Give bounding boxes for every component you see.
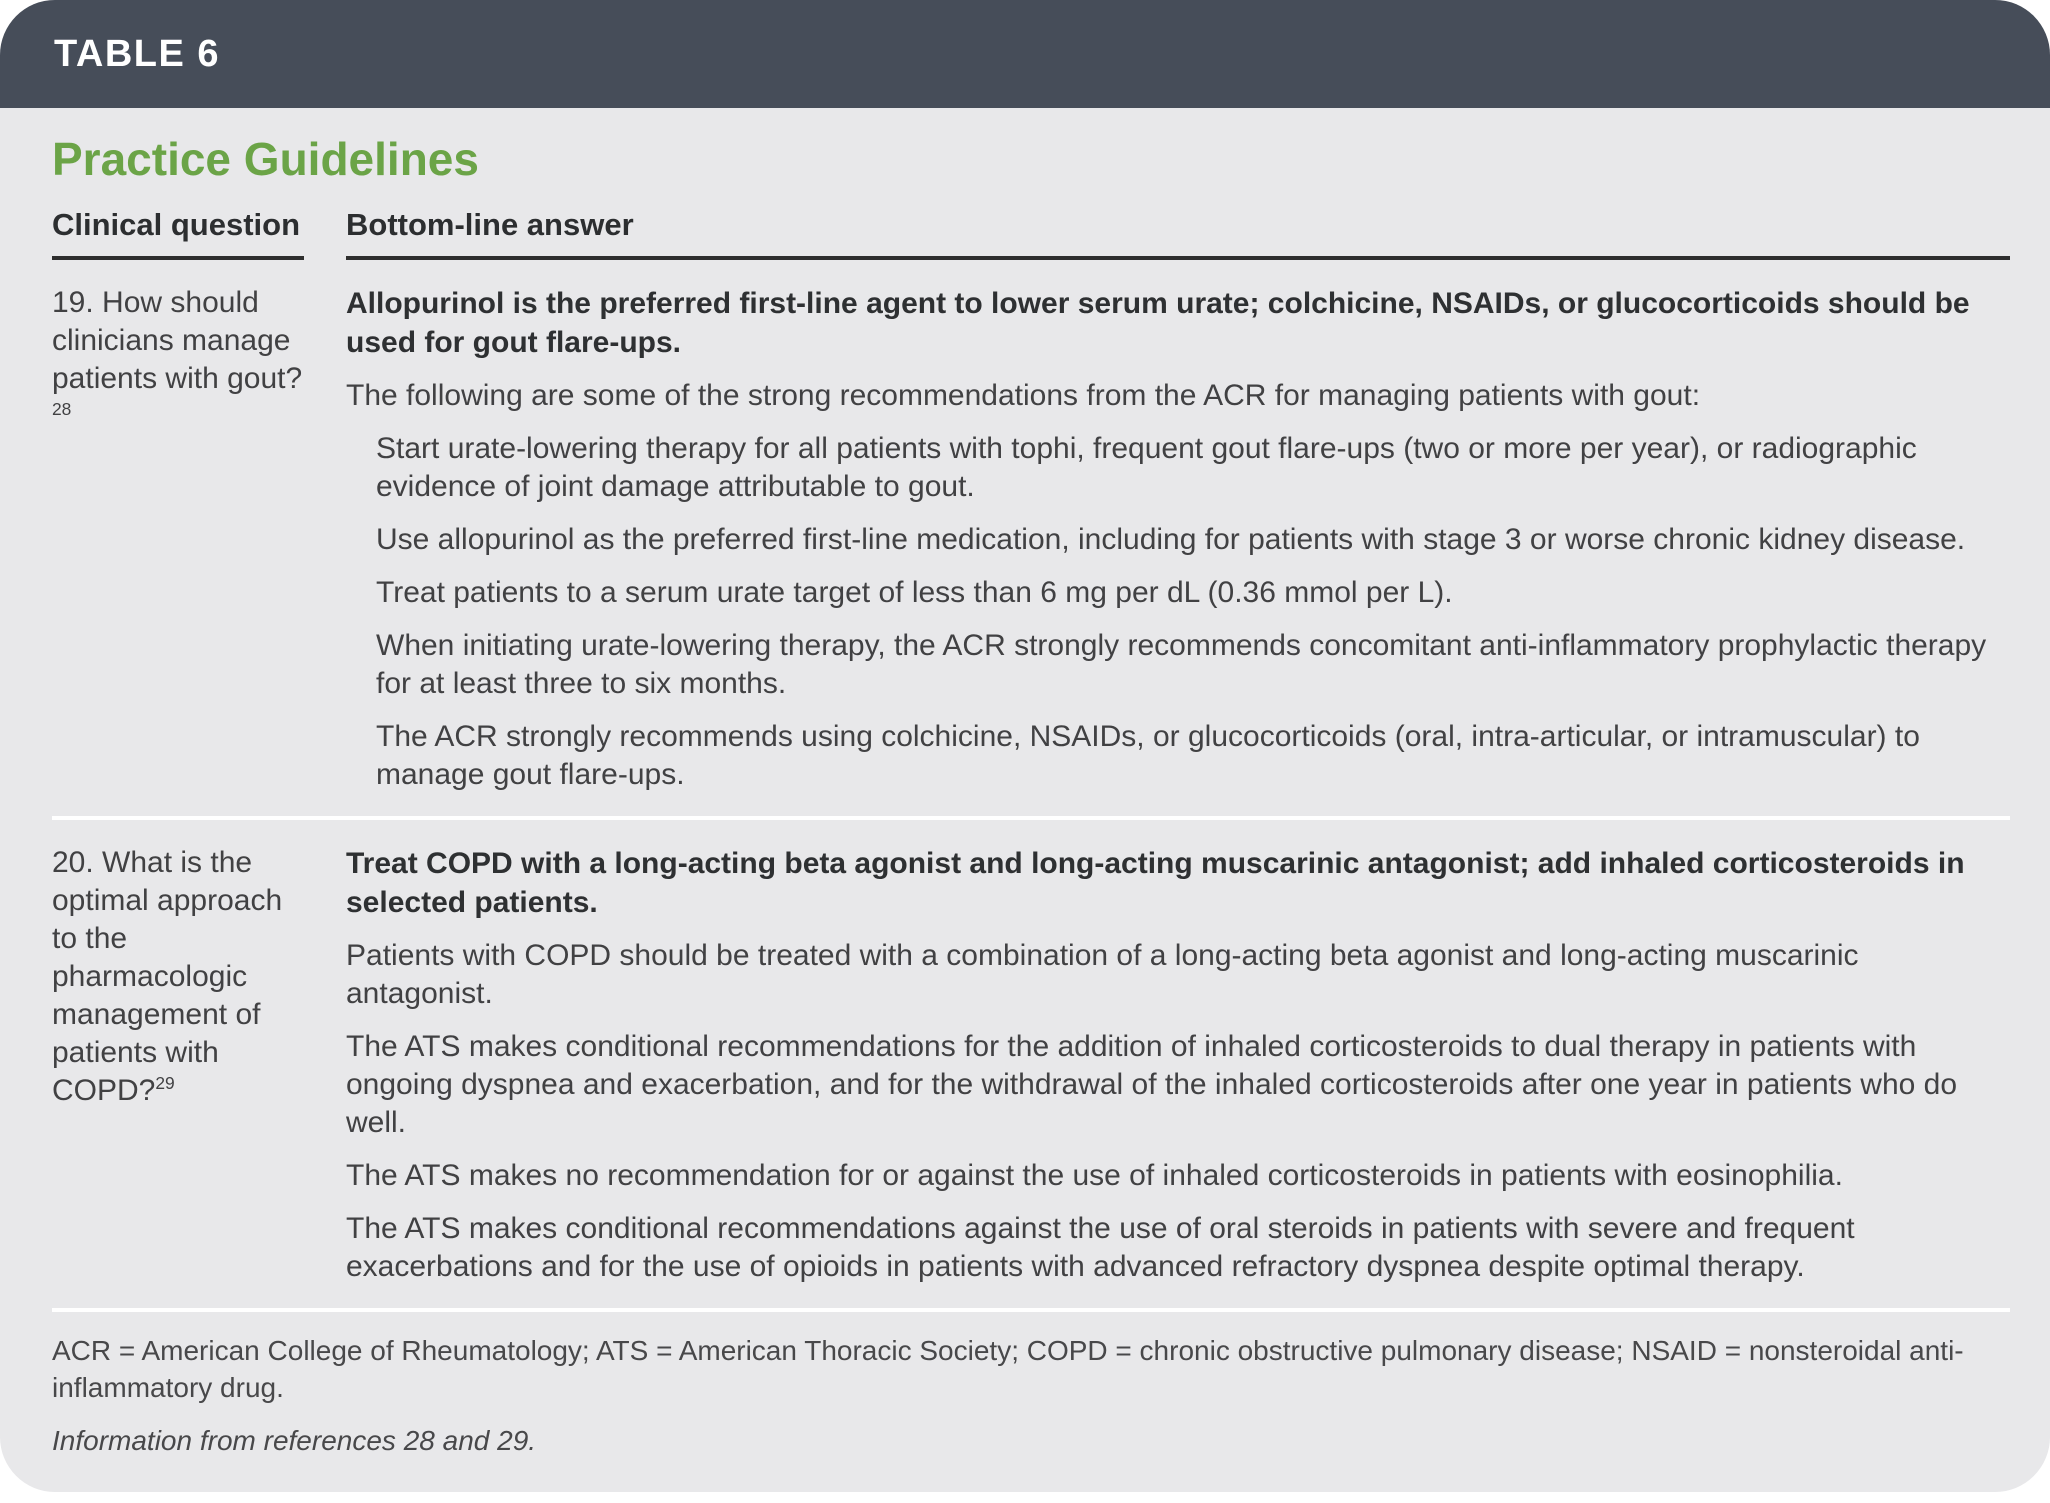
bottom-line-answer-20 (346, 820, 2010, 1308)
table-number-label: TABLE 6 (54, 32, 221, 75)
recommendation-item: When initiating urate-lowering therapy, the ACR strongly recommends concomitant anti-inflammatory prophylactic therapy for at least three to six months. (376, 628, 1987, 700)
answer-paragraph: The ATS makes conditional recommendations against the use of oral steroids in patients with severe and frequent exacerbations and for the use of opioids in patients with advanced refractory dyspnea despite optimal therapy. (346, 1211, 1855, 1283)
answer-paragraph: The ATS makes conditional recommendations for the addition of inhaled corticosteroids to dual therapy in patients with ongoing dyspnea and exacerbation, and for the withdrawal of the inhaled corticosteroids after one year in patients who do well. (346, 1029, 1958, 1139)
answer-paragraph: Patients with COPD should be treated with a combination of a long-acting beta agonist and long-acting muscarinic antagonist. (346, 938, 1859, 1010)
recommendation-item: Use allopurinol as the preferred first-line medication, including for patients with stage 3 or worse chronic kidney disease. (376, 522, 1966, 556)
clinical-question-20 (52, 820, 304, 1308)
clinical-question-19 (52, 260, 304, 816)
column-header-row (52, 207, 2010, 260)
recommendation-item: Start urate-lowering therapy for all patients with tophi, frequent gout flare-ups (two or more per year), or radiographic evidence of joint damage attributable to gout. (376, 431, 1917, 503)
table-footnotes (52, 1312, 2010, 1473)
page-title: Practice Guidelines (52, 133, 479, 185)
reference-superscript-29: 29 (155, 1072, 175, 1093)
answer-lead: Allopurinol is the preferred first-line agent to lower serum urate; colchicine, NSAIDs, or glucocorticoids should be used for gout flare-ups. (346, 286, 1970, 359)
bottom-line-answer-19 (346, 260, 2010, 816)
question-text: 19. How should clinicians manage patients with gout? (52, 285, 303, 395)
recommendation-item: The ACR strongly recommends using colchicine, NSAIDs, or glucocorticoids (oral, intra-articular, or intramuscular) to manage gout flare-ups. (376, 719, 1920, 791)
table-header-bar (0, 0, 2050, 108)
answer-lead: Treat COPD with a long-acting beta agonist and long-acting muscarinic antagonist; add inhaled corticosteroids in selected patients. (346, 846, 1965, 919)
source-note: Information from references 28 and 29. (52, 1424, 537, 1456)
table-row-question-20 (52, 820, 2010, 1312)
table-body (0, 108, 2050, 1483)
table-row-question-19 (52, 260, 2010, 820)
recommendation-item: Treat patients to a serum urate target of less than 6 mg per dL (0.36 mmol per L). (376, 575, 1453, 609)
question-text: 20. What is the optimal approach to the pharmacologic management of patients with COPD? (52, 845, 283, 1107)
abbreviations-note: ACR = American College of Rheumatology; ATS = American Thoracic Society; COPD = chronic obstructive pulmonary disease; NSAID = nonsteroidal anti-inflammatory drug. (52, 1334, 1964, 1403)
column-header-bottom-line-answer: Bottom-line answer (346, 207, 2010, 260)
column-header-clinical-question: Clinical question (52, 207, 304, 260)
answer-paragraph: The ATS makes no recommendation for or against the use of inhaled corticosteroids in patients with eosinophilia. (346, 1158, 1843, 1192)
answer-intro: The following are some of the strong recommendations from the ACR for managing patients with gout: (346, 378, 1701, 412)
reference-superscript-28: 28 (52, 398, 72, 419)
